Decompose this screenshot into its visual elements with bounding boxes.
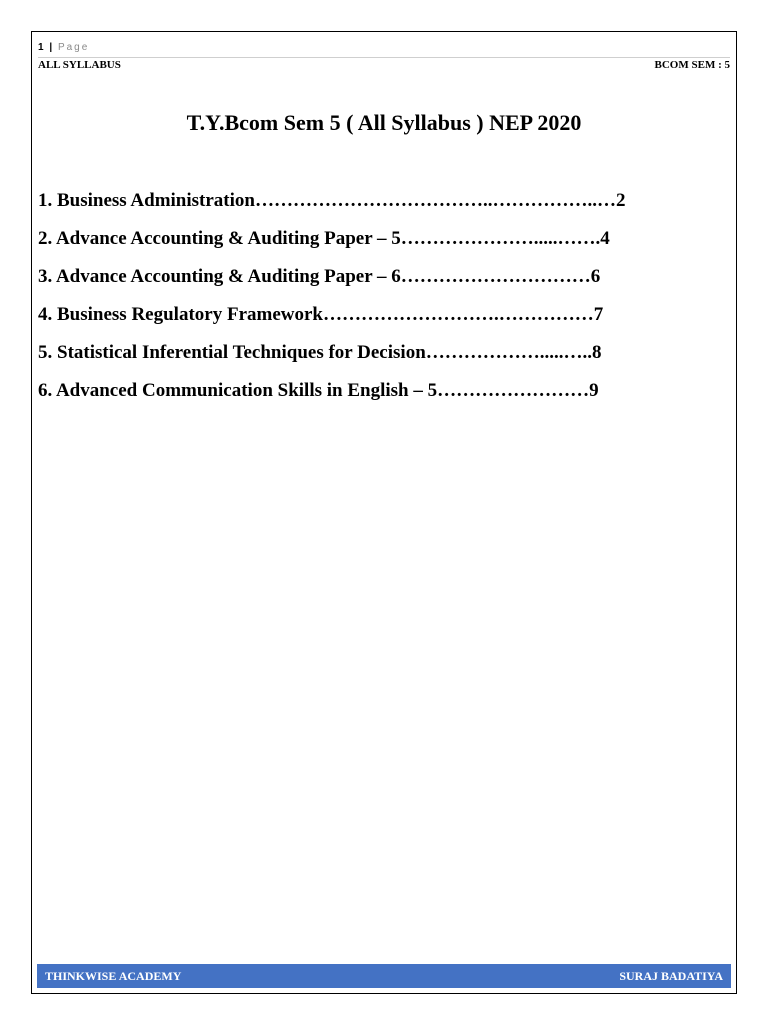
document-page xyxy=(31,31,737,994)
toc-entry-6: 6. Advanced Communication Skills in English – 5……………………9 xyxy=(38,380,599,401)
toc-entry-4: 4. Business Regulatory Framework……………………….……………7 xyxy=(38,304,604,325)
header-divider xyxy=(38,57,730,58)
page-word: Page xyxy=(57,42,90,53)
toc-entry-5: 5. Statistical Inferential Techniques for Decision……………….....…..8 xyxy=(38,342,602,363)
table-of-contents xyxy=(38,187,728,415)
toc-entry-3: 3. Advance Accounting & Auditing Paper – 6…………………………6 xyxy=(38,266,601,287)
header-left-text: ALL SYLLABUS xyxy=(38,59,121,71)
page-number-separator: | xyxy=(49,42,53,53)
toc-entry-1: 1. Business Administration………………………………..……………..…2 xyxy=(38,190,626,211)
footer-left-text: THINKWISE ACADEMY xyxy=(45,969,182,983)
toc-entry-2: 2. Advance Accounting & Auditing Paper – 5………………….....…….4 xyxy=(38,228,610,249)
footer-bar xyxy=(37,964,731,988)
page-number: 1 xyxy=(38,42,45,53)
document-title: T.Y.Bcom Sem 5 ( All Syllabus ) NEP 2020 xyxy=(186,110,582,135)
page-number-label xyxy=(38,42,89,53)
header-right-text: BCOM SEM : 5 xyxy=(654,59,730,71)
footer-right-text: SURAJ BADATIYA xyxy=(619,969,723,983)
